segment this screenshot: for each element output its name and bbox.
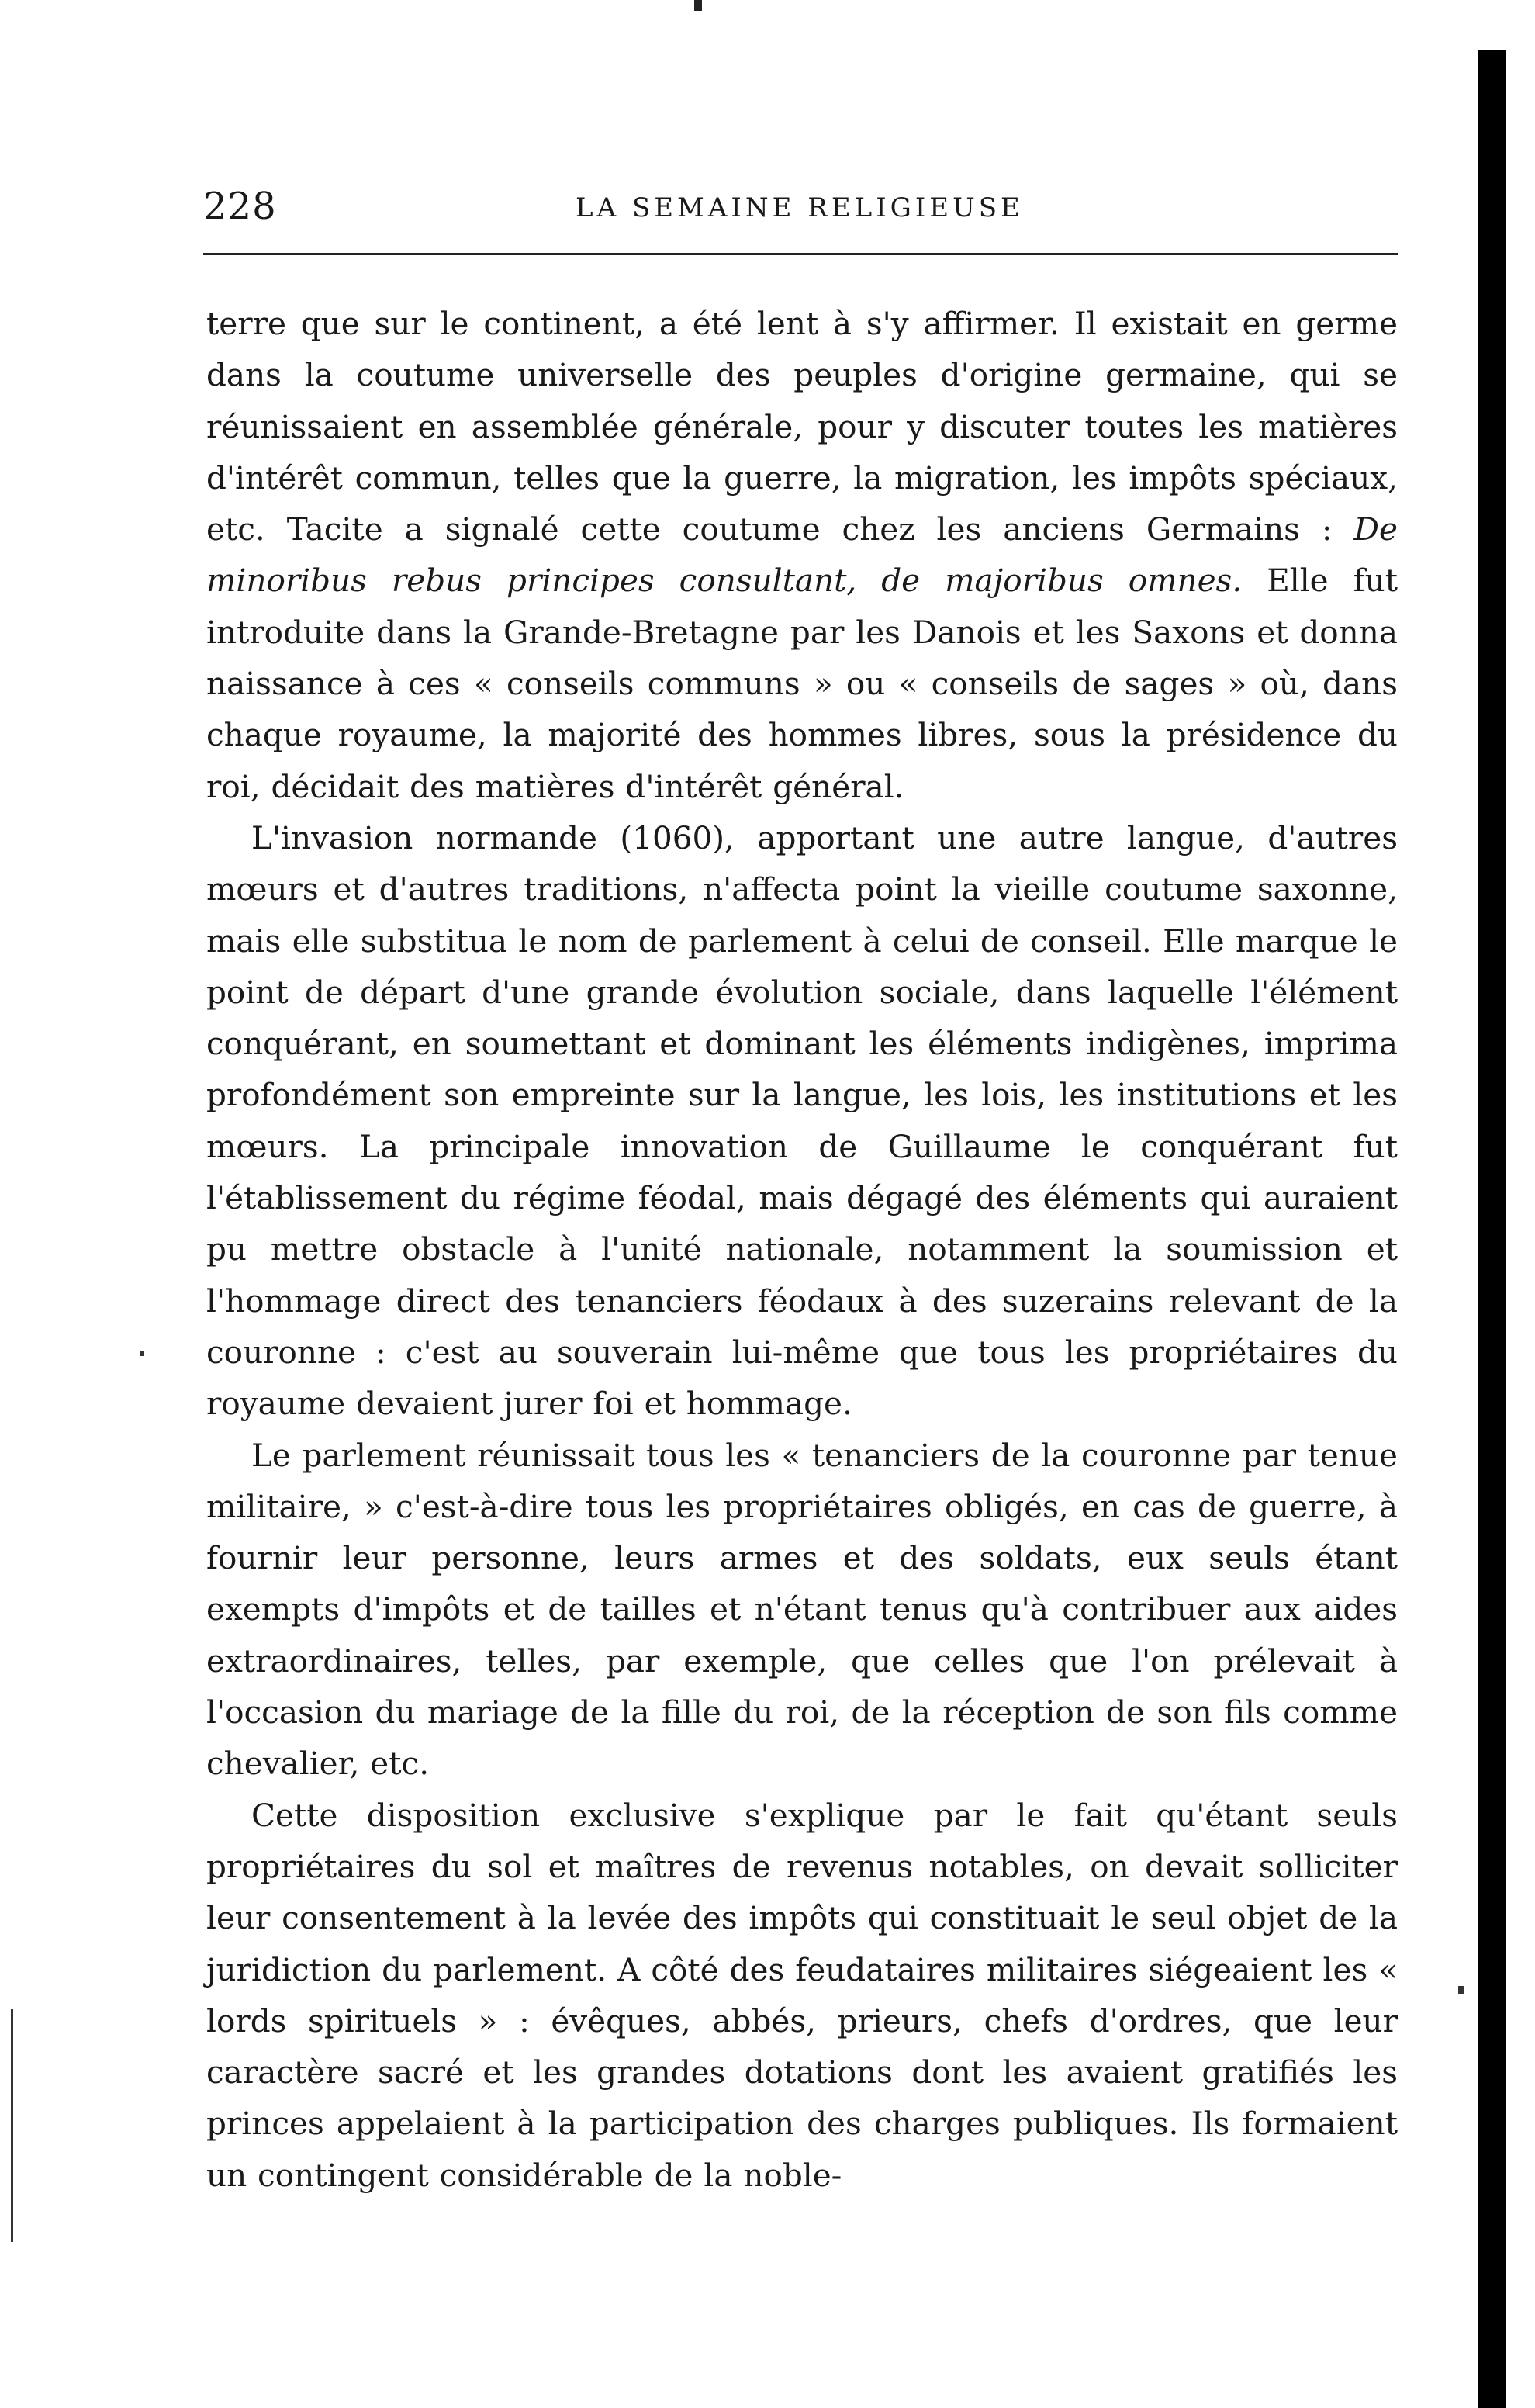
- paragraph-2: L'invasion normande (1060), apportant une autre langue, d'autres mœurs et d'autres traditions, n'affecta point la vieille coutume saxonne, mais elle substitua le nom de parlement à celui de conseil. Elle marque le point de départ d'une grande évolution sociale, dans laquelle l'élément conquérant, en soumettant et dominant les éléments indigènes, imprima profondément son empreinte sur la langue, les lois, les institutions et les mœurs. La principale innovation de Guillaume le conquérant fut l'établissement du régime féodal, mais dégagé des éléments qui auraient pu mettre obstacle à l'unité nationale, notamment la soumission et l'hommage direct des tenanciers féodaux à des suzerains relevant de la couronne : c'est au souverain lui-même que tous les propriétaires du royaume devaient jurer foi et hommage.: [206, 818, 1398, 1423]
- body-text: [206, 298, 1398, 2201]
- scan-mark-top: [694, 0, 702, 11]
- latin-quote: De minoribus rebus principes consultant, de majoribus omnes.: [206, 510, 1398, 600]
- scan-speck: [1458, 1986, 1464, 1994]
- paragraph-3: Le parlement réunissait tous les « tenanciers de la couronne par tenue militaire, » c'est-à-dire tous les propriétaires obligés, en cas de guerre, à fournir leur personne, leurs armes et des soldats, eux seuls étant exempts d'impôts et de tailles et n'étant tenus qu'à contribuer aux aides extraordinaires, telles, par exemple, que celles que l'on prélevait à l'occasion du mariage de la fille du roi, de la réception de son fils comme chevalier, etc.: [206, 1436, 1398, 1783]
- page-header: [203, 183, 1398, 230]
- paragraph-1-text: terre que sur le continent, a été lent à s'y affirmer. Il existait en germe dans la coutume universelle des peuples d'origine germaine, qui se réunissaient en assemblée générale, pour y discuter toutes les matières d'intérêt commun, telles que la guerre, la migration, les impôts spéciaux, etc. Tacite a signalé cette coutume chez les anciens Germains :: [206, 305, 1398, 548]
- paragraph-4: Cette disposition exclusive s'explique par le fait qu'étant seuls propriétaires du sol et maîtres de revenus notables, on devait solliciter leur consentement à la levée des impôts qui constituait le seul objet de la juridiction du parlement. A côté des feudataires militaires siégeaient les « lords spirituels » : évêques, abbés, prieurs, chefs d'ordres, que leur caractère sacré et les grandes dotations dont les avaient gratifiés les princes appelaient à la participation des charges publiques. Ils formaient un contingent considérable de la noble-: [206, 1796, 1398, 2194]
- scan-speck: [11, 2009, 13, 2242]
- paragraph-1: [206, 298, 1398, 812]
- scan-speck: [140, 1351, 144, 1356]
- scan-edge-shadow: [1478, 50, 1506, 2408]
- running-title: LA SEMAINE RELIGIEUSE: [576, 192, 1024, 223]
- paragraph-1-continuation: Elle fut introduite dans la Grande-Bretagne par les Danois et les Saxons et donna naissance à ces « conseils communs » ou « conseils de sages » où, dans chaque royaume, la majorité des hommes libres, sous la présidence du roi, décidait des matières d'intérêt général.: [206, 562, 1398, 805]
- header-rule: [203, 253, 1398, 255]
- page-number: 228: [203, 185, 277, 228]
